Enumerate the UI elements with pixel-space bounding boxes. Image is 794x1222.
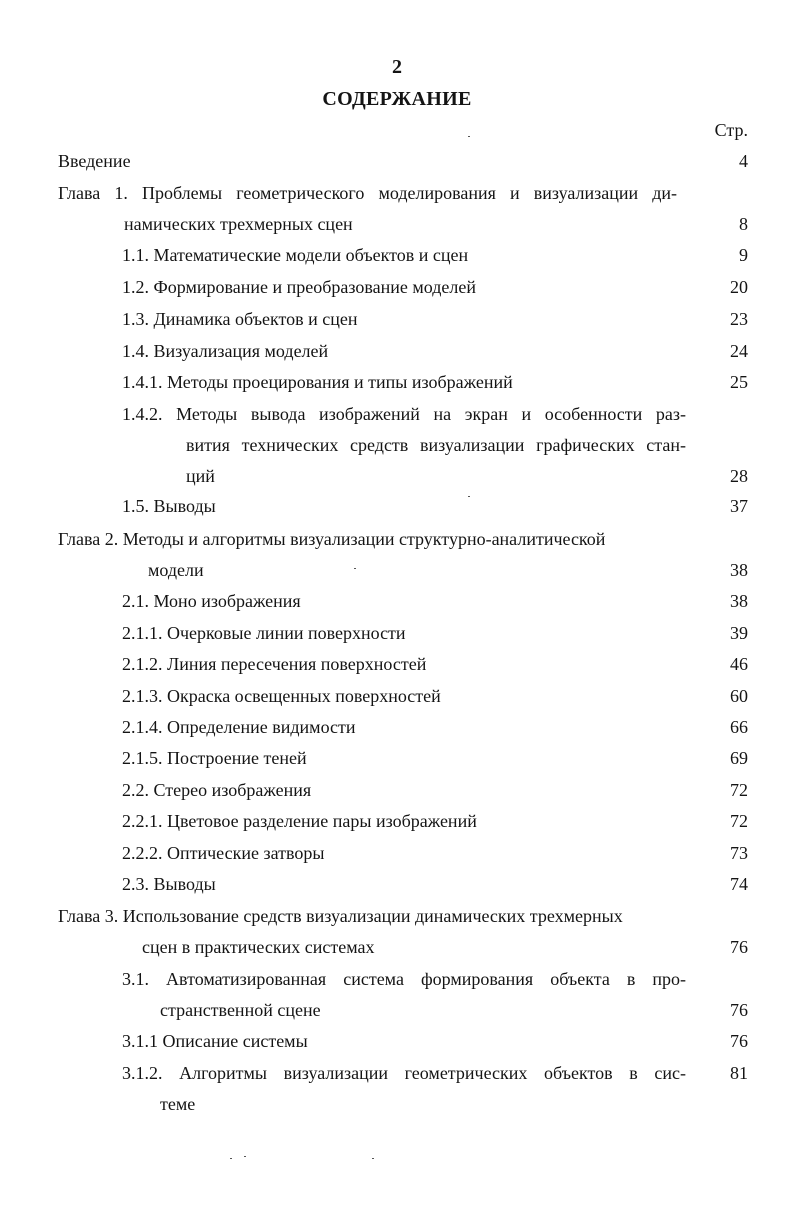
toc-entry-page: 66 bbox=[730, 717, 748, 737]
toc-entry-page: 24 bbox=[730, 341, 748, 361]
toc-entry-page: 38 bbox=[730, 591, 748, 611]
scan-speck bbox=[354, 568, 356, 569]
toc-entry-page: 39 bbox=[730, 623, 748, 643]
scan-speck bbox=[468, 136, 470, 137]
toc-entry-page: 76 bbox=[730, 937, 748, 957]
toc-entry-title-line: 1.1. Математические модели объектов и сцен bbox=[122, 245, 469, 265]
toc-entry-page: 9 bbox=[739, 245, 748, 265]
toc-entry-page: 23 bbox=[730, 309, 748, 329]
toc-entry-title-line: сцен в практических системах bbox=[142, 937, 375, 957]
toc-entry-title-line: 1.4.2. Методы вывода изображений на экран и особенности раз- bbox=[122, 404, 686, 424]
toc-entry-page: 73 bbox=[730, 843, 748, 863]
toc-entry-title-line: 3.1. Автоматизированная система формирования объекта в про- bbox=[122, 969, 686, 989]
toc-entry-page: 25 bbox=[730, 372, 748, 392]
toc-entry-title-line: 1.4. Визуализация моделей bbox=[122, 341, 329, 361]
toc-entry-page: 28 bbox=[730, 466, 748, 486]
toc-entry-title-line: 2.1.4. Определение видимости bbox=[122, 717, 356, 737]
toc-entry-title-line: странственной сцене bbox=[160, 1000, 321, 1020]
toc-entry-page: 4 bbox=[739, 151, 748, 171]
toc-entry-title-line: модели bbox=[148, 560, 204, 580]
toc-entry-title-line: 2.1.3. Окраска освещенных поверхностей bbox=[122, 686, 441, 706]
toc-entry-page: 72 bbox=[730, 780, 748, 800]
toc-entry-title-line: 1.3. Динамика объектов и сцен bbox=[122, 309, 358, 329]
scan-speck bbox=[468, 496, 470, 497]
toc-entry-title-line: ций bbox=[186, 466, 215, 486]
toc-entry-title-line: намических трехмерных сцен bbox=[124, 214, 353, 234]
toc-entry-page: 74 bbox=[730, 874, 748, 894]
toc-entry-page: 20 bbox=[730, 277, 748, 297]
toc-entry-page: 76 bbox=[730, 1000, 748, 1020]
toc-entry-page: 76 bbox=[730, 1031, 748, 1051]
page-column-header: Стр. bbox=[714, 120, 748, 140]
toc-entry-page: 46 bbox=[730, 654, 748, 674]
toc-entry-title-line: теме bbox=[160, 1094, 196, 1114]
toc-entry-title-line: 3.1.1 Описание системы bbox=[122, 1031, 308, 1051]
toc-entry-title-line: 3.1.2. Алгоритмы визуализации геометрических объектов в сис- bbox=[122, 1063, 686, 1083]
toc-entry-page: 72 bbox=[730, 811, 748, 831]
toc-entry-title-line: 1.5. Выводы bbox=[122, 496, 216, 516]
toc-entry-title-line: 2.2.2. Оптические затворы bbox=[122, 843, 325, 863]
toc-entry-title-line: 2.3. Выводы bbox=[122, 874, 216, 894]
toc-entry-title-line: Глава 2. Методы и алгоритмы визуализации структурно-аналитической bbox=[58, 529, 606, 549]
page-title: СОДЕРЖАНИЕ bbox=[322, 88, 472, 110]
toc-entry-page: 69 bbox=[730, 748, 748, 768]
scan-speck bbox=[230, 1158, 232, 1159]
toc-entry-title-line: Введение bbox=[58, 151, 131, 171]
toc-entry-page: 8 bbox=[739, 214, 748, 234]
scan-speck bbox=[372, 1158, 374, 1159]
toc-entry-title-line: вития технических средств визуализации графических стан- bbox=[186, 435, 686, 455]
toc-entry-title-line: Глава 3. Использование средств визуализации динамических трехмерных bbox=[58, 906, 623, 926]
scan-speck bbox=[244, 1156, 246, 1157]
toc-entry-title-line: 2.2.1. Цветовое разделение пары изображений bbox=[122, 811, 477, 831]
toc-entry-title-line: 2.1.5. Построение теней bbox=[122, 748, 307, 768]
toc-entry-page: 60 bbox=[730, 686, 748, 706]
toc-entry-page: 38 bbox=[730, 560, 748, 580]
toc-entry-title-line: 1.4.1. Методы проецирования и типы изображений bbox=[122, 372, 513, 392]
toc-entry-title-line: 2.1.2. Линия пересечения поверхностей bbox=[122, 654, 427, 674]
toc-entry-title-line: 2.1. Моно изображения bbox=[122, 591, 301, 611]
toc-entry-page: 81 bbox=[730, 1063, 748, 1083]
toc-entry-title-line: 2.2. Стерео изображения bbox=[122, 780, 312, 800]
page-number: 2 bbox=[392, 56, 402, 78]
toc-entry-title-line: Глава 1. Проблемы геометрического моделирования и визуализации ди- bbox=[58, 183, 677, 203]
toc-entry-title-line: 1.2. Формирование и преобразование моделей bbox=[122, 277, 477, 297]
toc-entry-title-line: 2.1.1. Очерковые линии поверхности bbox=[122, 623, 406, 643]
toc-entry-page: 37 bbox=[730, 496, 748, 516]
